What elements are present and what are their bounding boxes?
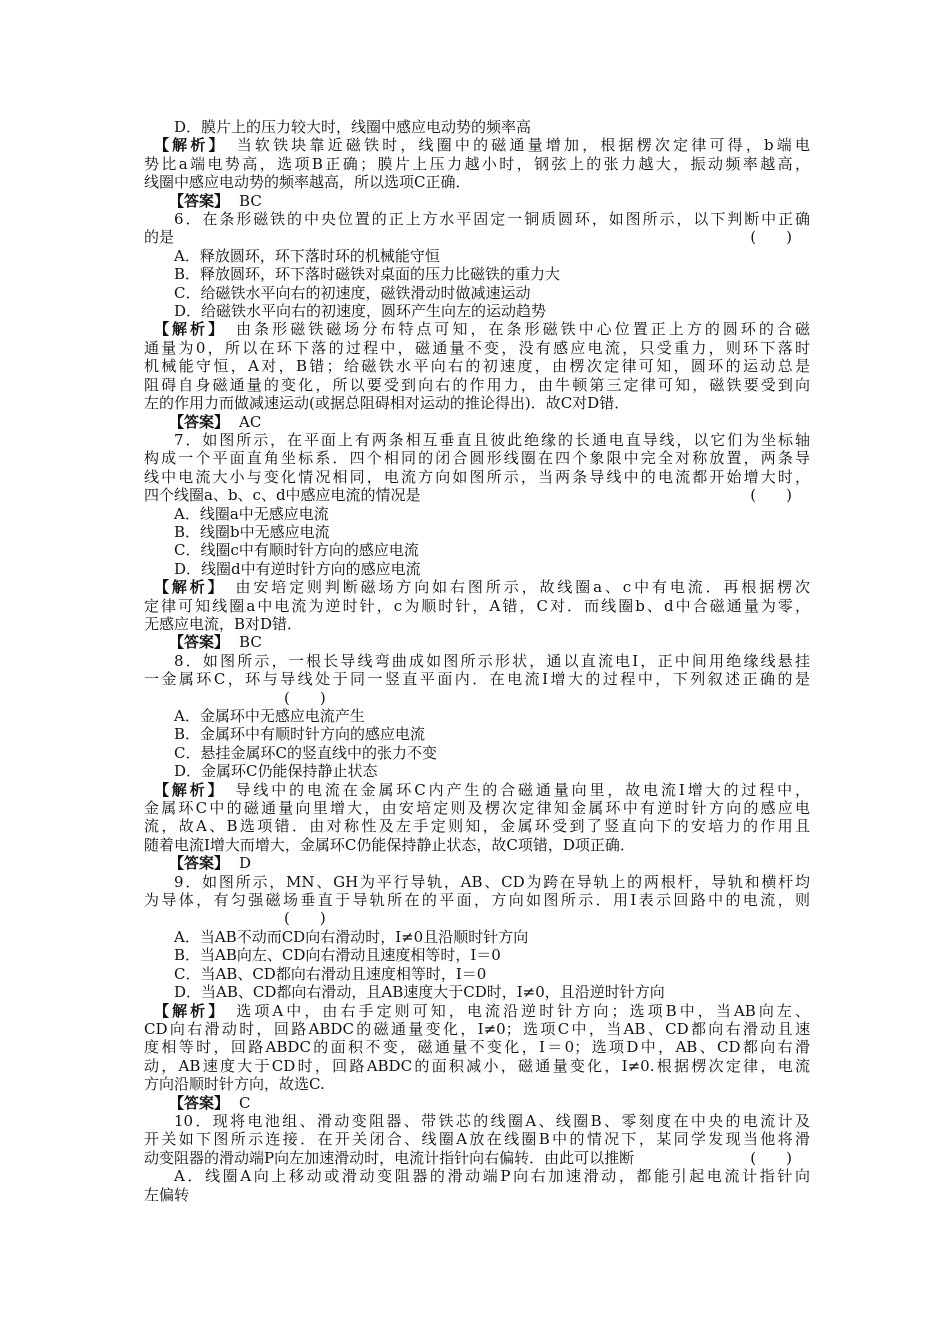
text-line [144, 1149, 810, 1167]
line-text: D．线圈d中有逆时针方向的感应电流 [174, 559, 421, 578]
line-text: BC [239, 633, 262, 652]
text-line [144, 1094, 810, 1112]
text-line [144, 1020, 810, 1038]
text-line [144, 210, 810, 228]
text-line [144, 615, 810, 633]
line-text: C．给磁铁水平向右的初速度，磁铁滑动时做减速运动 [174, 283, 531, 302]
text-line [144, 965, 810, 983]
line-text: D．给磁铁水平向右的初速度，圆环产生向左的运动趋势 [174, 302, 547, 321]
text-line [144, 909, 810, 927]
text-line [144, 1038, 810, 1056]
line-text: 左的作用力而做减速运动(或据总阻碍相对运动的推论得出)．故C对D错． [144, 394, 630, 413]
line-text: 动，AB速度大于CD时，回路ABDC的面积减小，磁通量变化，I≠0.根据楞次定律，电流 [144, 1056, 810, 1075]
line-text: 机械能守恒，A对，B错；给磁铁水平向右的初速度，由楞次定律可知，圆环的运动总是 [144, 357, 810, 376]
section-tag: 【答案】 [169, 1093, 230, 1112]
line-text: 方向沿顺时针方向，故选C. [144, 1075, 325, 1094]
line-text: 构成一个平面直角坐标系．四个相同的闭合圆形线圈在四个象限中完全对称放置，两条导 [144, 449, 810, 468]
text-line [144, 873, 810, 891]
text-line [144, 449, 810, 467]
text-line [144, 891, 810, 909]
text-line [144, 1167, 810, 1185]
text-line [144, 946, 810, 964]
text-line [144, 357, 810, 375]
line-text: CD向右滑动时，回路ABDC的磁通量变化，I≠0；选项C中，当AB、CD都向右滑动且速 [144, 1019, 810, 1038]
line-text: 无感应电流，B对D错． [144, 614, 303, 633]
text-line [144, 578, 810, 596]
text-line [144, 1057, 810, 1075]
text-line [144, 228, 810, 246]
line-text: B．当AB向左、CD向右滑动且速度相等时，I＝0 [174, 946, 501, 965]
text-line [144, 817, 810, 835]
line-text: AC [239, 412, 262, 431]
line-text: 流，故A、B选项错．由对称性及左手定则知，金属环受到了竖直向下的安培力的作用且 [144, 817, 810, 836]
line-text: 金属环C中的磁通量向里增大，由安培定则及楞次定律知金属环中有逆时针方向的感应电 [144, 799, 810, 818]
line-text: D．当AB、CD都向右滑动，且AB速度大于CD时，I≠0，且沿逆时针方向 [174, 983, 665, 1002]
line-text: 一金属环C，环与导线处于同一竖直平面内．在电流I增大的过程中，下列叙述正确的是 [144, 670, 810, 689]
text-line [144, 854, 810, 872]
line-text: B．金属环中有顺时针方向的感应电流 [174, 725, 426, 744]
line-text: A．当AB不动而CD向右滑动时，I≠0且沿顺时针方向 [174, 927, 529, 946]
line-text: D [239, 854, 252, 873]
text-line [144, 781, 810, 799]
line-text: A．线圈A向上移动或滑动变阻器的滑动端P向右加速滑动，都能引起电流计指针向 [174, 1167, 810, 1186]
line-text: A．金属环中无感应电流产生 [174, 707, 365, 725]
text-line [144, 431, 810, 449]
answer-blank: ( ) [750, 486, 792, 505]
line-text: 6．在条形磁铁的中央位置的正上方水平固定一铜质圆环，如图所示，以下判断中正确 [174, 210, 810, 229]
line-text: 度相等时，回路ABDC的面积不变，磁通量不变化，I＝0；选项D中，AB、CD都向右滑 [144, 1038, 810, 1057]
text-line [144, 320, 810, 338]
text-line [144, 836, 810, 854]
text-line [144, 652, 810, 670]
line-text: A．线圈a中无感应电流 [174, 504, 329, 523]
line-text: 四个线圈a、b、c、d中感应电流的情况是 [144, 486, 421, 505]
text-line [144, 541, 810, 559]
text-line [144, 302, 810, 320]
line-text: 的是 [144, 228, 175, 247]
text-line [144, 633, 810, 651]
line-text: D．膜片上的压力较大时，线圈中感应电动势的频率高 [174, 118, 532, 136]
section-tag: 【答案】 [169, 412, 230, 431]
line-text: 选项A中，由右手定则可知，电流沿逆时针方向；选项B中，当AB向左、 [236, 1001, 810, 1020]
line-text: 左偏转 [144, 1185, 190, 1204]
text-line [144, 799, 810, 817]
text-line [144, 376, 810, 394]
line-text: C．线圈c中有顺时针方向的感应电流 [174, 541, 419, 560]
line-text: C [239, 1093, 251, 1112]
answer-blank: ( ) [284, 909, 326, 928]
line-text: D．金属环C仍能保持静止状态 [174, 762, 378, 781]
section-tag: 【答案】 [169, 191, 230, 210]
text-line [144, 1002, 810, 1020]
line-text: 随着电流I增大而增大，金属环C仍能保持静止状态，故C项错，D项正确． [144, 835, 635, 854]
section-tag: 【解析】 [154, 780, 226, 799]
text-line [144, 689, 810, 707]
line-text: 势比a端电势高，选项B正确；膜片上压力越小时，钢弦上的张力越大，振动频率越高， [144, 154, 810, 173]
text-line [144, 1075, 810, 1093]
line-text: 动变阻器的滑动端P向左加速滑动时，电流计指针向右偏转．由此可以推断 [144, 1148, 635, 1167]
text-line [144, 928, 810, 946]
line-text: B．释放圆环，环下落时磁铁对桌面的压力比磁铁的重力大 [174, 265, 561, 284]
line-text: C．当AB、CD都向右滑动且速度相等时，I＝0 [174, 964, 487, 983]
line-text: A．释放圆环，环下落时环的机械能守恒 [174, 246, 440, 265]
text-line [144, 560, 810, 578]
text-line [144, 486, 810, 504]
text-line [144, 762, 810, 780]
text-line [144, 155, 810, 173]
text-line [144, 983, 810, 1001]
line-text: 7．如图所示，在平面上有两条相互垂直且彼此绝缘的长通电直导线，以它们为坐标轴 [174, 430, 810, 449]
line-text: 为导体，有匀强磁场垂直于导轨所在的平面，方向如图所示．用I表示回路中的电流，则 [144, 891, 810, 910]
line-text: 定律可知线圈a中电流为逆时针，c为顺时针，A错，C对．而线圈b、d中合磁通量为零， [144, 596, 810, 615]
text-line [144, 136, 810, 154]
text-line [144, 1186, 810, 1204]
section-tag: 【解析】 [154, 320, 227, 339]
line-text: 通量为0，所以在环下落的过程中，磁通量不变，没有感应电流，只受重力，则环下落时 [144, 338, 810, 357]
text-line [144, 413, 810, 431]
text-line [144, 744, 810, 762]
line-text: 10．现将电池组、滑动变阻器、带铁芯的线圈A、线圈B、零刻度在中央的电流计及 [174, 1111, 810, 1130]
line-text: 由安培定则判断磁场方向如右图所示，故线圈a、c中有电流．再根据楞次 [235, 578, 810, 597]
answer-blank: ( ) [750, 1148, 792, 1167]
line-text: B．线圈b中无感应电流 [174, 522, 330, 541]
section-tag: 【解析】 [154, 136, 227, 155]
line-text: 线中电流大小与变化情况相同，电流方向如图所示，当两条导线中的电流都开始增大时， [144, 467, 810, 486]
line-text: 由条形磁铁磁场分布特点可知，在条形磁铁中心位置正上方的圆环的合磁 [236, 320, 810, 339]
text-line [144, 1130, 810, 1148]
text-line [144, 707, 810, 725]
text-line [144, 192, 810, 210]
text-line [144, 265, 810, 283]
text-line [144, 1112, 810, 1130]
text-line [144, 597, 810, 615]
section-tag: 【解析】 [154, 578, 226, 597]
section-tag: 【答案】 [169, 633, 230, 652]
line-text: 8．如图所示，一根长导线弯曲成如图所示形状，通以直流电I，正中间用绝缘线悬挂 [174, 651, 810, 670]
section-tag: 【解析】 [154, 1001, 227, 1020]
line-text: 导线中的电流在金属环C内产生的合磁通量向里，故电流I增大的过程中， [235, 780, 810, 799]
text-line [144, 468, 810, 486]
text-line [144, 725, 810, 743]
line-text: C．悬挂金属环C的竖直线中的张力不变 [174, 743, 437, 762]
answer-blank: ( ) [284, 688, 326, 707]
text-line [144, 247, 810, 265]
answer-blank: ( ) [750, 228, 792, 247]
line-text: 当软铁块靠近磁铁时，线圈中的磁通量增加，根据楞次定律可得，b端电 [236, 136, 810, 155]
line-text: 线圈中感应电动势的频率越高，所以选项C正确． [144, 173, 471, 192]
line-text: BC [239, 191, 262, 210]
line-text: 阻碍自身磁通量的变化，所以要受到向右的作用力，由牛顿第三定律可知，磁铁要受到向 [144, 375, 810, 394]
document-page [144, 118, 810, 1204]
text-line [144, 523, 810, 541]
line-text: 开关如下图所示连接．在开关闭合、线圈A放在线圈B中的情况下，某同学发现当他将滑 [144, 1130, 810, 1149]
section-tag: 【答案】 [169, 854, 230, 873]
text-line [144, 118, 810, 136]
text-line [144, 394, 810, 412]
text-line [144, 173, 810, 191]
text-line [144, 284, 810, 302]
text-line [144, 339, 810, 357]
line-text: 9．如图所示，MN、GH为平行导轨，AB、CD为跨在导轨上的两根杆，导轨和横杆均 [174, 872, 810, 891]
text-line [144, 670, 810, 688]
text-line [144, 505, 810, 523]
